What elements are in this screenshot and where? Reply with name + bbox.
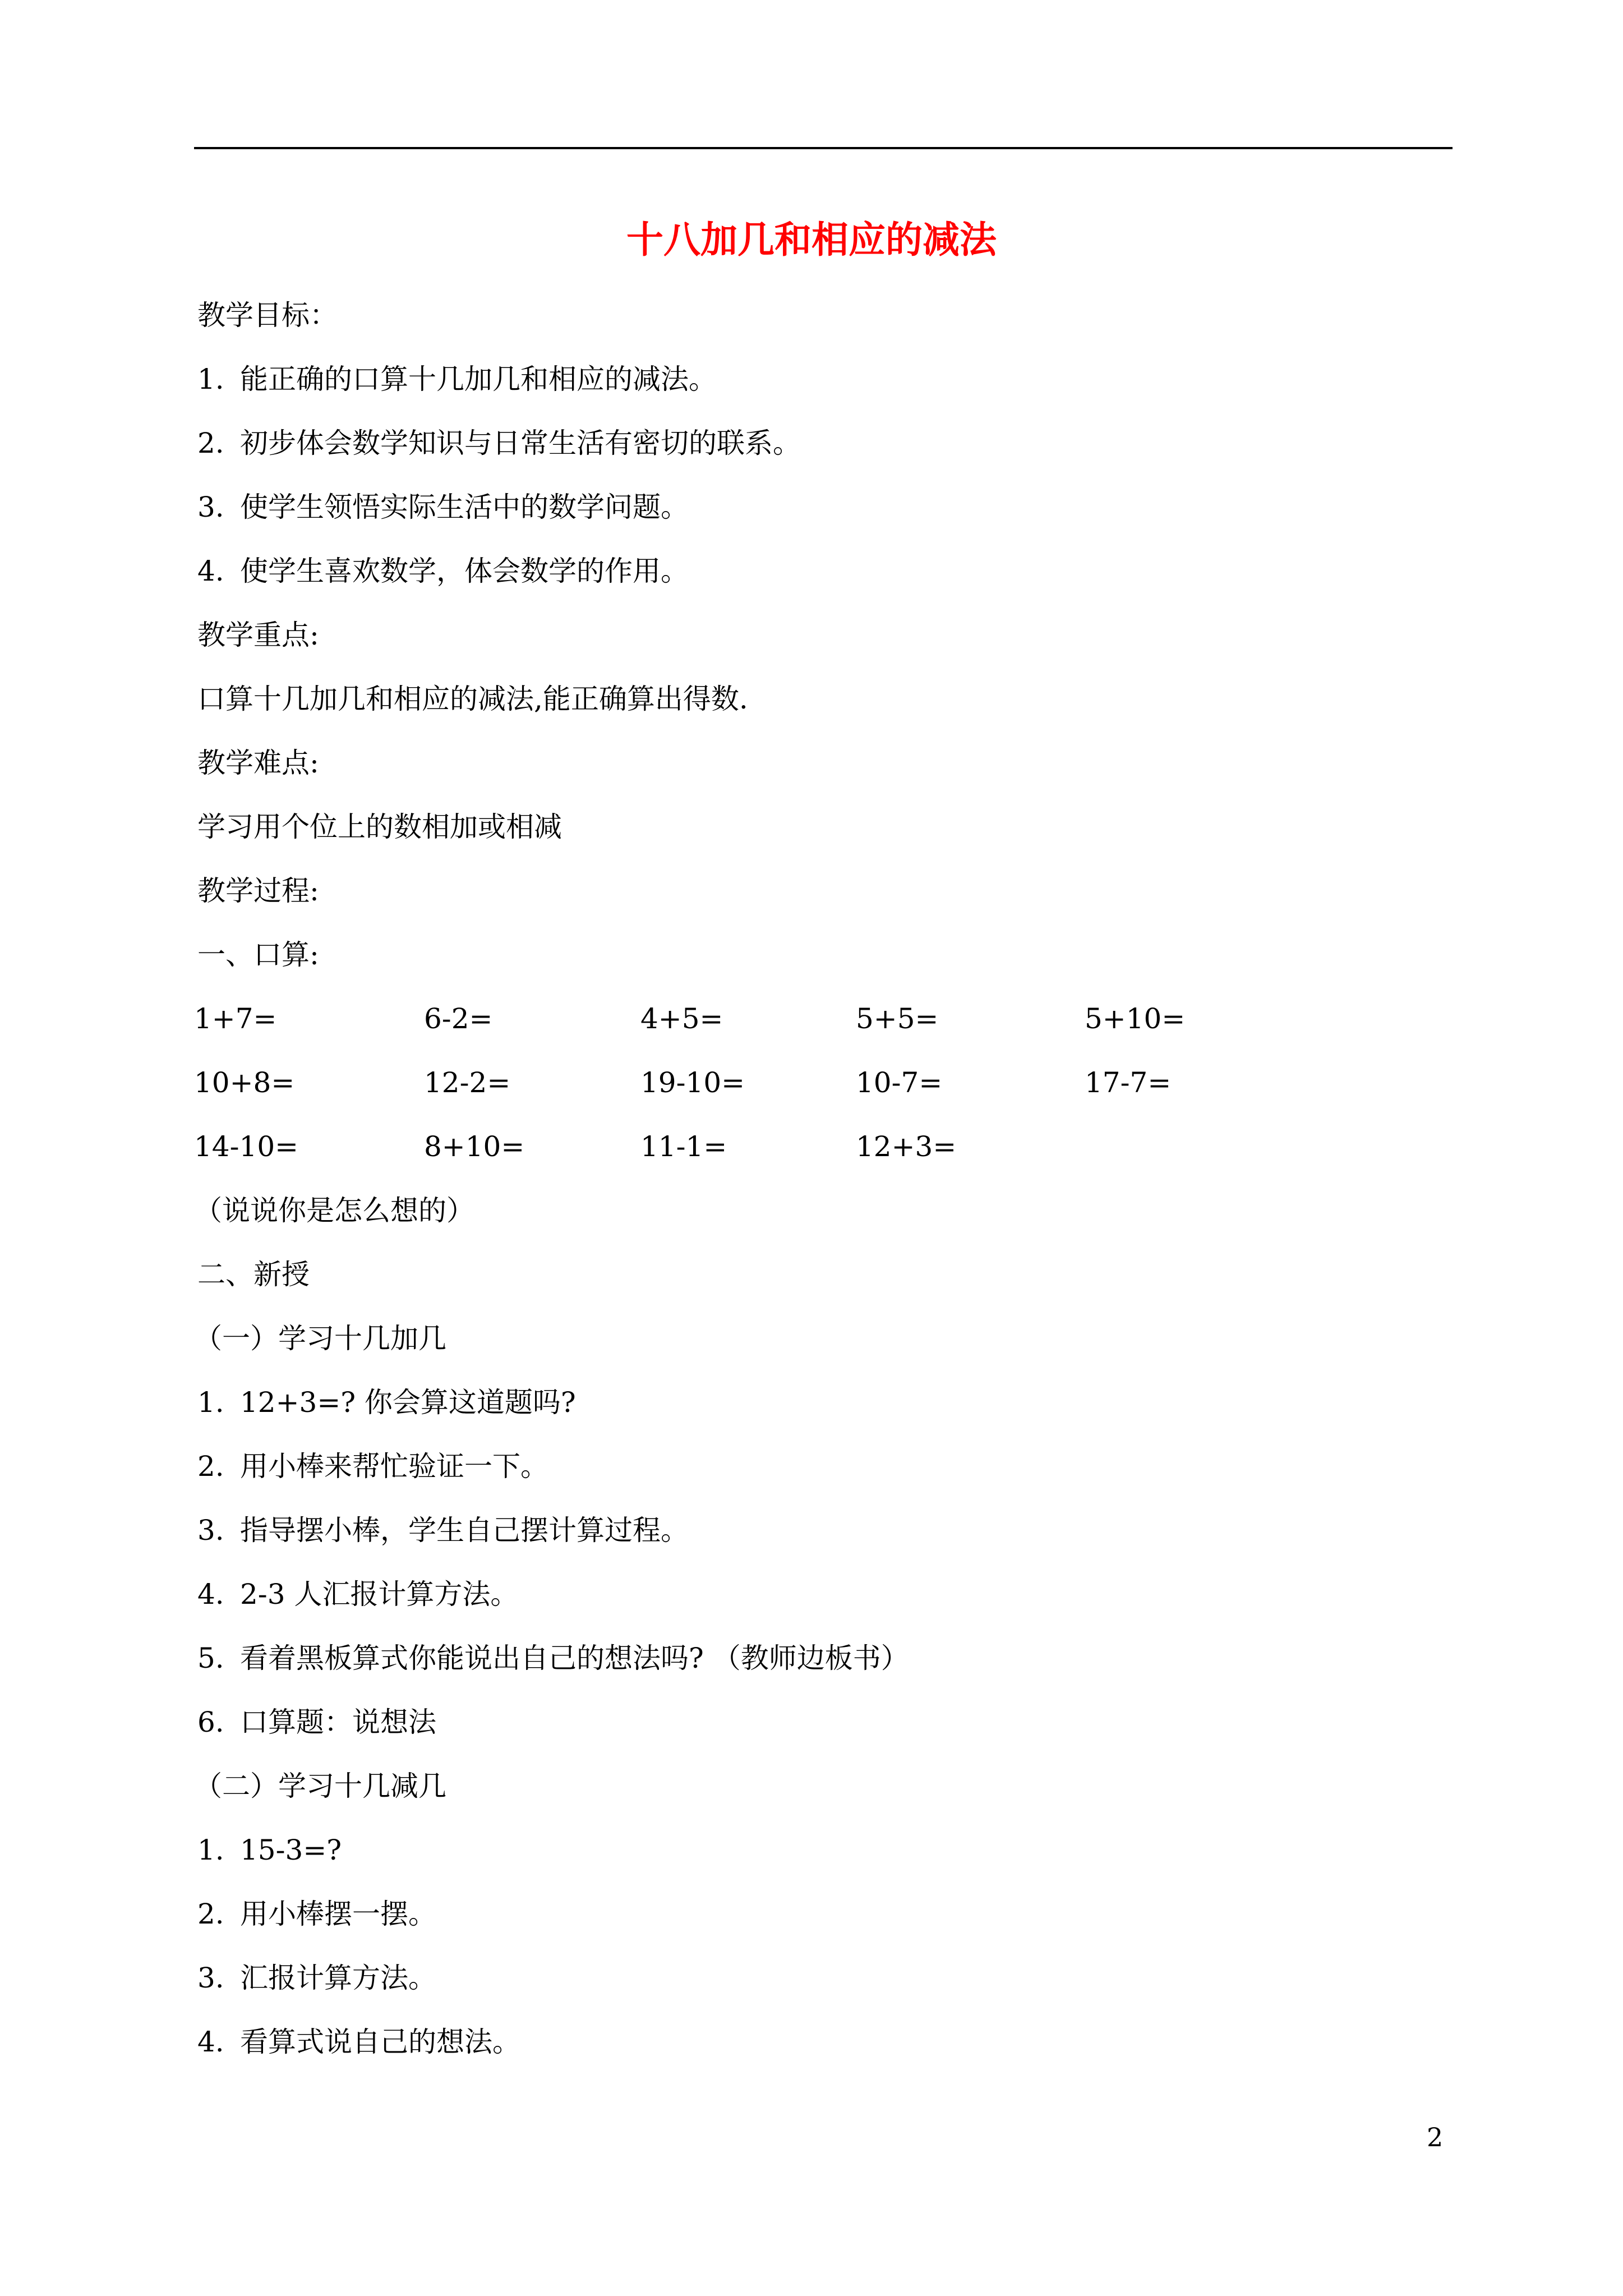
header-rule	[194, 147, 1453, 149]
section1-item	[197, 1512, 689, 1548]
arithmetic-problem: 6-2=	[424, 1002, 493, 1035]
page-number: 2	[1427, 2122, 1444, 2152]
arithmetic-problem: 11-1=	[640, 1130, 727, 1163]
item-number: 6.	[197, 1706, 224, 1738]
section1-item	[197, 1448, 548, 1484]
key-points-text: 口算十几加几和相应的减法,能正确算出得数.	[197, 683, 748, 715]
item-text: 能正确的口算十几加几和相应的减法。	[240, 363, 717, 395]
section2-item	[197, 1960, 436, 1996]
item-number: 4.	[197, 555, 224, 587]
key-points-heading: 教学重点:	[197, 619, 319, 651]
item-text: 15-3=?	[240, 1834, 342, 1866]
item-text: 初步体会数学知识与日常生活有密切的联系。	[240, 427, 801, 459]
process-heading: 教学过程:	[197, 875, 319, 907]
item-number: 2.	[197, 1898, 224, 1930]
item-text: 用小棒摆一摆。	[240, 1898, 436, 1930]
item-text: 汇报计算方法。	[240, 1962, 436, 1994]
arithmetic-problem: 1+7=	[194, 1002, 277, 1035]
item-number: 3.	[197, 1962, 224, 1994]
section2-heading: （二）学习十几减几	[194, 1770, 446, 1802]
difficulties-heading: 教学难点:	[197, 747, 319, 779]
item-text: 看算式说自己的想法。	[240, 2026, 520, 2058]
arithmetic-problem: 4+5=	[640, 1002, 723, 1035]
arithmetic-problem: 5+5=	[856, 1002, 939, 1035]
section2-item	[197, 1896, 436, 1932]
item-number: 1.	[197, 1386, 224, 1419]
item-number: 5.	[197, 1642, 224, 1674]
item-text: 使学生领悟实际生活中的数学问题。	[240, 491, 689, 523]
part1-note: （说说你是怎么想的）	[194, 1194, 474, 1227]
item-text: 使学生喜欢数学，体会数学的作用。	[240, 555, 689, 587]
item-text: 看着黑板算式你能说出自己的想法吗? （教师边板书）	[240, 1642, 909, 1674]
objective-item	[197, 361, 717, 397]
objective-item	[197, 425, 801, 461]
section1-heading: （一）学习十几加几	[194, 1322, 446, 1355]
arithmetic-problem: 10+8=	[194, 1066, 295, 1099]
arithmetic-problem: 14-10=	[194, 1130, 299, 1163]
item-number: 3.	[197, 491, 224, 523]
item-text: 12+3=? 你会算这道题吗?	[240, 1386, 576, 1419]
arithmetic-problem: 12-2=	[424, 1066, 511, 1099]
arithmetic-problem: 19-10=	[640, 1066, 745, 1099]
item-text: 2-3 人汇报计算方法。	[240, 1578, 519, 1611]
item-number: 2.	[197, 1450, 224, 1483]
section2-item	[197, 2024, 520, 2060]
section1-item	[197, 1640, 909, 1676]
section1-item	[197, 1384, 576, 1420]
arithmetic-problem: 12+3=	[856, 1130, 957, 1163]
item-number: 4.	[197, 2026, 224, 2058]
arithmetic-problem: 5+10=	[1085, 1002, 1186, 1035]
section1-item	[197, 1704, 436, 1740]
objective-item	[197, 553, 689, 589]
document-title: 十八加几和相应的减法	[626, 218, 997, 261]
section2-item	[197, 1832, 342, 1868]
item-number: 2.	[197, 427, 224, 459]
arithmetic-problem: 17-7=	[1085, 1066, 1172, 1099]
section1-item	[197, 1576, 518, 1612]
part2-heading: 二、新授	[197, 1258, 310, 1291]
difficulties-text: 学习用个位上的数相加或相减	[197, 811, 562, 843]
item-text: 口算题：说想法	[240, 1706, 436, 1738]
objective-item	[197, 489, 689, 525]
arithmetic-problem: 8+10=	[424, 1130, 525, 1163]
item-number: 4.	[197, 1578, 224, 1611]
objectives-heading: 教学目标：	[197, 299, 338, 332]
part1-heading: 一、口算:	[197, 938, 319, 971]
item-number: 3.	[197, 1514, 224, 1547]
item-text: 用小棒来帮忙验证一下。	[240, 1450, 548, 1483]
arithmetic-problem: 10-7=	[856, 1066, 943, 1099]
item-number: 1.	[197, 363, 224, 395]
item-number: 1.	[197, 1834, 224, 1866]
item-text: 指导摆小棒，学生自己摆计算过程。	[240, 1514, 689, 1547]
